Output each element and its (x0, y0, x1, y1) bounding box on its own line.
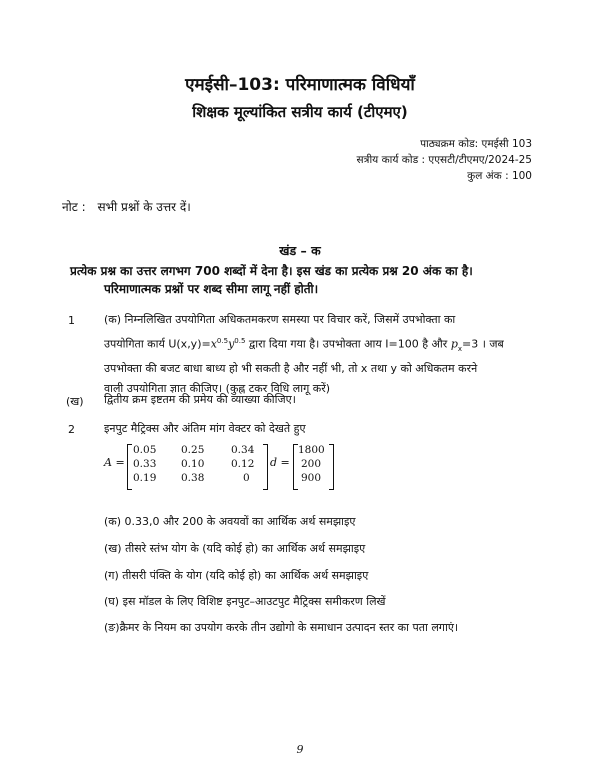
matrix-cell: 0.33 (133, 458, 157, 470)
note-text: सभी प्रश्नों के उत्तर दें। (97, 200, 191, 214)
vector-cell: 900 (301, 472, 322, 484)
assignment-code: सत्रीय कार्य कोड : एएसटी/टीएमए/2024-25 (356, 154, 532, 166)
vector-cell: 1800 (298, 444, 325, 456)
note-label: नोट : (62, 200, 86, 214)
matrix-cell: 0.19 (133, 472, 157, 484)
q2-part-a: (क) 0.33,0 और 200 के अवयवों का आर्थिक अर्थ समझाइए (104, 515, 356, 528)
vector-d (293, 444, 333, 488)
matrix-a-label: A = (104, 456, 125, 469)
question-number-1: 1 (68, 314, 75, 327)
matrix-cell: 0.12 (231, 458, 255, 470)
matrix-cell: 0.25 (181, 444, 205, 456)
note (62, 198, 191, 215)
q1-line-4: वाली उपयोगिता ज्ञात कीजिए। (कुह्न टकर विधि लागू करें) (104, 382, 331, 396)
q2-part-b: (ख) तीसरे स्तंभ योग के (यदि कोई हो) का आर्थिक अर्थ समझाइए (104, 542, 366, 555)
q1-part-b-label: (ख) (66, 395, 84, 408)
matrix-cell: 0.05 (133, 444, 157, 456)
section-instruction-2: परिमाणात्मक प्रश्नों पर शब्द सीमा लागू नहीं होती। (104, 282, 319, 296)
q2-intro: इनपुट मैट्रिक्स और अंतिम मांग वेक्टर को देखते हुए (104, 422, 306, 435)
page-subtitle: शिक्षक मूल्यांकित सत्रीय कार्य (टीएमए) (192, 103, 408, 121)
q2-part-d: (घ) इस मॉडल के लिए विशिष्ट इनपुट–आउटपुट मैट्रिक्स समीकरण लिखें (104, 595, 386, 608)
page-number: 9 (296, 743, 304, 756)
page-title: एमईसी–103: परिमाणात्मक विधियाँ (185, 75, 415, 95)
total-marks: कुल अंक : 100 (467, 170, 532, 182)
q1-part-b-text: द्वितीय क्रम इष्टतम की प्रमेय की व्याख्या कीजिए। (104, 393, 296, 406)
question-number-2: 2 (68, 423, 75, 436)
vector-d-label: d = (270, 456, 290, 469)
section-title: खंड – क (279, 243, 321, 258)
q1-line-2: उपयोगिता कार्य $U(x,y)=x^{0.5}y^{0.5}$ द्वारा दिया गया है। उपभोक्ता आय I=100 है और $p_x=3$ । जब (104, 336, 504, 353)
q1-line-3: उपभोक्ता की बजट बाधा बाध्य हो भी सकती है और नहीं भी, तो x तथा y को अधिकतम करने (104, 361, 478, 375)
matrix-cell: 0.10 (181, 458, 205, 470)
q2-part-e: (ङ)क्रैमर के नियम का उपयोग करके तीन उद्योगो के समाधान उत्पादन स्तर का पता लगाएं। (104, 621, 459, 634)
vector-cell: 200 (301, 458, 322, 470)
matrix-cell: 0.34 (231, 444, 255, 456)
q2-part-c: (ग) तीसरी पंक्ति के योग (यदि कोई हो) का आर्थिक अर्थ समझाइए (104, 569, 369, 582)
matrix-cell: 0.38 (181, 472, 205, 484)
section-instruction-1: प्रत्येक प्रश्न का उत्तर लगभग 700 शब्दों में देना है। इस खंड का प्रत्येक प्रश्न 20 अंक का है। (70, 264, 473, 278)
matrix-cell: 0 (243, 472, 250, 484)
question-1-text (104, 310, 504, 400)
course-code: पाठ्यक्रम कोड: एमईसी 103 (420, 138, 532, 150)
matrix-a (127, 444, 267, 488)
q1-line-1: (क) निम्नलिखित उपयोगिता अधिकतमकरण समस्या पर विचार करें, जिसमें उपभोक्ता का (104, 313, 456, 326)
